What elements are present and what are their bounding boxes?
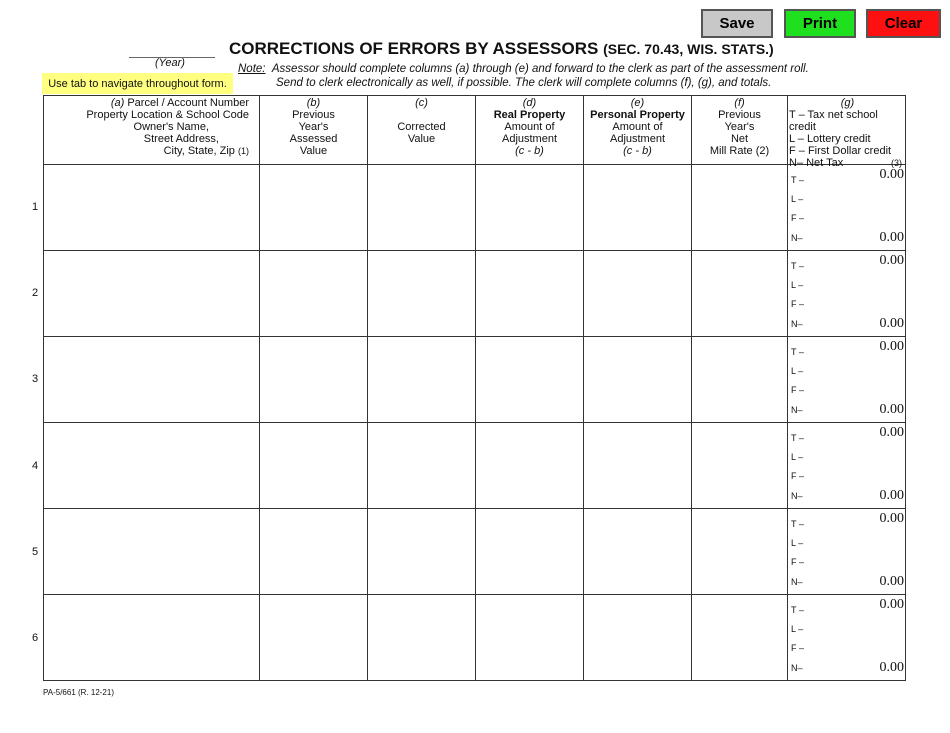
row-number: 2 [32, 287, 39, 299]
col-divider [259, 96, 260, 680]
col-d-line4: (c - b) [515, 145, 544, 157]
note-line-2: Send to clerk electronically as well, if possible. The clerk will complete columns (f), (g), and totals. [276, 77, 772, 89]
col-a-line4: Street Address, [143, 133, 219, 145]
row-divider [44, 250, 905, 251]
note-line-1 [238, 63, 809, 75]
col-g-line2: L – Lottery credit [789, 133, 871, 145]
clear-button[interactable]: Clear [866, 9, 941, 38]
year-label: (Year) [155, 57, 185, 69]
n-label: N– [791, 233, 803, 243]
header-col-d [476, 97, 583, 157]
n-label: N– [791, 663, 803, 673]
col-divider [583, 96, 584, 680]
col-g-footnote: (3) [891, 158, 902, 168]
row-number: 1 [32, 201, 39, 213]
col-a-footnote: (1) [238, 146, 249, 156]
row-1-tax-cell[interactable] [788, 165, 906, 250]
n-label: N– [791, 577, 803, 587]
col-c-letter: (c) [415, 97, 428, 109]
row-5-tax-cell[interactable] [788, 509, 906, 594]
col-b-letter: (b) [306, 97, 321, 109]
header-col-f [692, 97, 787, 157]
col-g-line1: T – Tax net school credit [789, 109, 878, 133]
col-a-line5: City, State, Zip [163, 145, 235, 157]
col-f-footnote: (2) [755, 145, 770, 157]
col-c-line2: Value [407, 133, 436, 145]
tax-net-value: 0.00 [879, 425, 904, 440]
net-tax-value: 0.00 [879, 488, 904, 503]
header-col-a [54, 97, 254, 157]
header-col-e [584, 97, 691, 157]
row-divider [44, 508, 905, 509]
form-title-statute: (SEC. 70.43, WIS. STATS.) [603, 41, 774, 57]
tax-net-value: 0.00 [879, 511, 904, 526]
col-f-letter: (f) [734, 97, 745, 109]
col-e-letter: (e) [630, 97, 645, 109]
tax-net-value: 0.00 [879, 339, 904, 354]
t-label: T – [791, 433, 804, 443]
header-col-g [789, 97, 906, 169]
col-c-line1: Corrected [397, 121, 446, 133]
tax-net-value: 0.00 [879, 597, 904, 612]
col-a-line2: Property Location & School Code [86, 109, 249, 121]
t-label: T – [791, 519, 804, 529]
row-number: 4 [32, 460, 39, 472]
col-divider [367, 96, 368, 680]
t-label: T – [791, 261, 804, 271]
col-d-line2: Amount of [504, 121, 555, 133]
row-divider [44, 336, 905, 337]
col-e-line2: Amount of [612, 121, 663, 133]
col-d-letter: (d) [522, 97, 537, 109]
t-label: T – [791, 605, 804, 615]
col-d-line1: Real Property [493, 109, 566, 121]
f-label: F – [791, 643, 805, 653]
net-tax-value: 0.00 [879, 660, 904, 675]
row-3-tax-cell[interactable] [788, 337, 906, 422]
t-label: T – [791, 175, 804, 185]
row-number: 6 [32, 632, 39, 644]
col-b-line1: Previous [292, 109, 335, 121]
f-label: F – [791, 213, 805, 223]
form-number: PA-5/661 (R. 12-21) [43, 688, 114, 697]
row-2-tax-cell[interactable] [788, 251, 906, 336]
n-label: N– [791, 491, 803, 501]
row-number: 5 [32, 546, 39, 558]
l-label: L – [791, 280, 804, 290]
col-e-line3: Adjustment [609, 133, 666, 145]
col-b-line2: Year's [298, 121, 329, 133]
row-6-tax-cell[interactable] [788, 595, 906, 680]
col-e-line1: Personal Property [590, 109, 685, 121]
row-divider [44, 594, 905, 595]
net-tax-value: 0.00 [879, 402, 904, 417]
header-col-c [368, 97, 475, 145]
form-title-main: CORRECTIONS OF ERRORS BY ASSESSORS [229, 39, 599, 58]
f-label: F – [791, 299, 805, 309]
net-tax-value: 0.00 [879, 574, 904, 589]
corrections-table [43, 95, 906, 681]
n-label: N– [791, 319, 803, 329]
col-divider [691, 96, 692, 680]
col-b-line3: Assessed [289, 133, 338, 145]
l-label: L – [791, 366, 804, 376]
row-divider [44, 422, 905, 423]
f-label: F – [791, 471, 805, 481]
col-b-line4: Value [299, 145, 328, 157]
col-a-letter: (a) [110, 97, 125, 109]
form-title [229, 39, 774, 59]
col-e-line4: (c - b) [623, 145, 652, 157]
l-label: L – [791, 538, 804, 548]
t-label: T – [791, 347, 804, 357]
header-col-b [260, 97, 367, 157]
print-button[interactable]: Print [784, 9, 856, 38]
n-label: N– [791, 405, 803, 415]
col-f-line3: Net [730, 133, 749, 145]
note-label: Note: [238, 63, 266, 75]
row-number: 3 [32, 373, 39, 385]
col-divider [475, 96, 476, 680]
l-label: L – [791, 624, 804, 634]
col-f-line1: Previous [718, 109, 761, 121]
f-label: F – [791, 385, 805, 395]
net-tax-value: 0.00 [879, 230, 904, 245]
l-label: L – [791, 452, 804, 462]
net-tax-value: 0.00 [879, 316, 904, 331]
col-f-line4: Mill Rate [709, 145, 753, 157]
col-a-line3: Owner's Name, [133, 121, 209, 133]
note-text-1: Assessor should complete columns (a) through (e) and forward to the clerk as part of the assessment roll. [271, 63, 809, 75]
row-4-tax-cell[interactable] [788, 423, 906, 508]
col-f-line2: Year's [724, 121, 755, 133]
header-divider [44, 164, 905, 165]
col-g-letter: (g) [840, 97, 855, 109]
col-g-line3: F – First Dollar credit [789, 145, 892, 157]
f-label: F – [791, 557, 805, 567]
save-button[interactable]: Save [701, 9, 773, 38]
tax-net-value: 0.00 [879, 253, 904, 268]
col-d-line3: Adjustment [501, 133, 558, 145]
tax-net-value: 0.00 [879, 167, 904, 182]
col-a-line1: Parcel / Account Number [127, 97, 249, 109]
navigation-hint: Use tab to navigate throughout form. [42, 73, 233, 94]
l-label: L – [791, 194, 804, 204]
col-g-line4: N– Net Tax [789, 157, 844, 169]
